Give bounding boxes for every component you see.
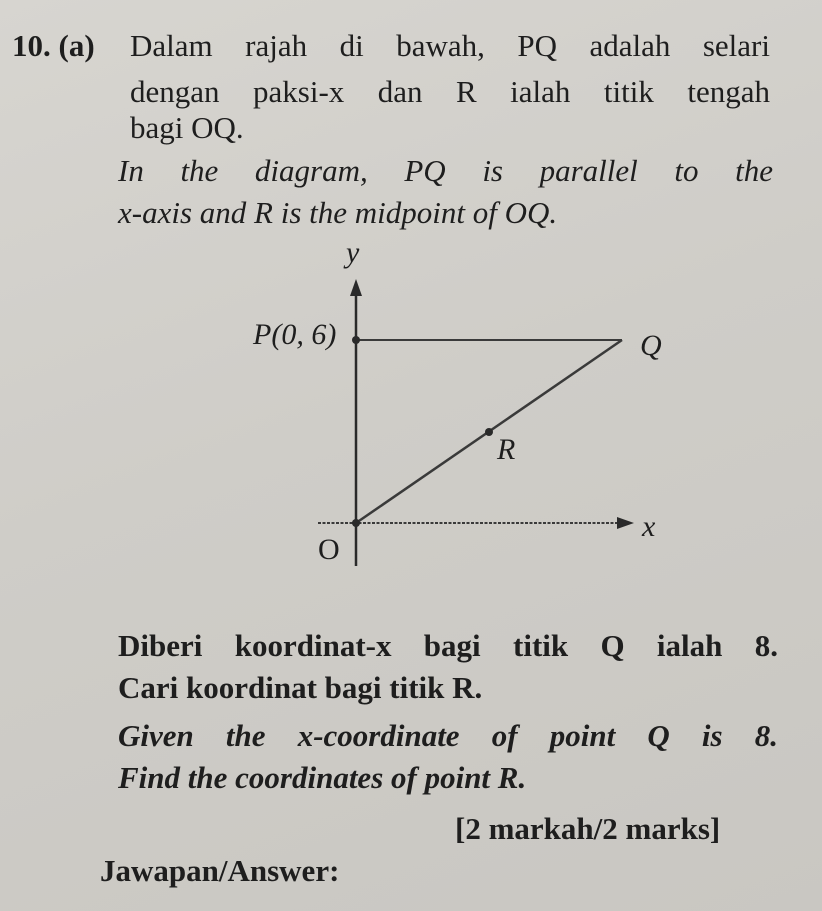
task-malay-line-1: Diberi koordinat-x bagi titik Q ialah 8. [118, 628, 778, 663]
question-number: 10. (a) [12, 28, 95, 63]
malay-text-line-1: Dalam rajah di bawah, PQ adalah selari [130, 28, 770, 63]
point-r-label: R [497, 433, 516, 466]
point-o-dot [352, 519, 360, 527]
point-p-dot [352, 336, 360, 344]
point-r-dot [485, 428, 493, 436]
english-text-line-1: In the diagram, PQ is parallel to the [118, 153, 773, 188]
x-axis-arrowhead [617, 517, 634, 529]
y-axis-label: y [346, 236, 360, 269]
answer-label: Jawapan/Answer: [100, 853, 340, 888]
y-axis-arrowhead [350, 279, 362, 296]
task-malay-line-2: Cari koordinat bagi titik R. [118, 670, 483, 705]
task-english-line-1: Given the x-coordinate of point Q is 8. [118, 718, 778, 753]
x-axis-label: x [642, 510, 656, 543]
marks-label: [2 markah/2 marks] [455, 811, 721, 846]
origin-label: O [318, 533, 340, 566]
malay-text-line-2: dengan paksi-x dan R ialah titik tengah [130, 74, 770, 109]
english-text-line-2: x-axis and R is the midpoint of OQ. [118, 195, 558, 230]
malay-text-line-3: bagi OQ. [130, 110, 244, 145]
point-p-label: P(0, 6) [253, 318, 337, 351]
task-english-line-2: Find the coordinates of point R. [118, 760, 527, 795]
point-q-label: Q [640, 329, 662, 362]
